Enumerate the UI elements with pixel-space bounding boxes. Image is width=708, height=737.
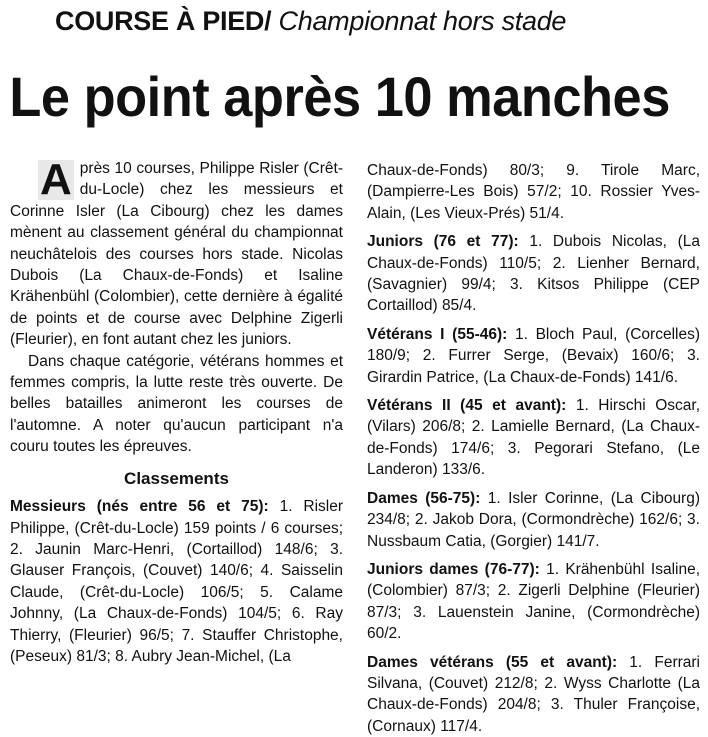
article-column-left [10,155,344,667]
category-label: Dames vétérans (55 et avant): [367,653,618,671]
category-veterans-2 [367,395,700,481]
category-results: 1. Ferrari Silvana, (Couvet) 212/8; 2. Wyss Charlotte (La Chaux-de-Fonds) 204/8; 3. Thuler Françoise, (Cornaux) 117/4. [367,653,700,735]
category-label: Juniors (76 et 77): [367,233,519,251]
category-results: 1. Dubois Nicolas, (La Chaux-de-Fonds) 110/5; 2. Lienher Bernard, (Savagnier) 99/4; 3. Kitsos Philippe (CEP Cortaillod) 85/4. [367,233,700,315]
category-label: Vétérans II (45 et avant): [367,397,567,415]
section-label: COURSE À PIED [55,6,265,36]
article-headline: Le point après 10 manches [9,65,670,128]
category-label: Juniors dames (76-77): [367,560,540,578]
intro-paragraph [10,155,343,351]
category-label: Dames (56-75): [367,489,481,507]
category-results: 1. Isler Corinne, (La Cibourg) 234/8; 2. Jakob Dora, (Cormondrèche) 162/6; 3. Nussbaum Catia, (Gorgier) 141/7. [367,489,701,550]
category-label: Vétérans I (55-46): [367,325,508,343]
section-kicker [55,6,566,37]
section-separator: / [264,6,272,36]
category-juniors-dames [367,559,700,645]
category-dames [367,488,700,552]
category-results: 1. Bloch Paul, (Corcelles) 180/9; 2. Furrer Serge, (Bevaix) 160/6; 3. Girardin Patrice, (La Chaux-de-Fonds) 141/6. [367,325,700,386]
article-column-right [367,160,700,737]
intro-text: près 10 courses, Philippe Risler (Crêt-du-Locle) chez les messieurs et Corinne Isler (La Cibourg) chez les dames mènent au classement général du championnat neuchâtelois des courses hors stade. Nicolas Dubois (La Chaux-de-Fonds) et Isaline Krähenbühl (Colombier), cette dernière à égalité de points et de course avec Delphine Zigerli (Fleurier), en font autant chez les juniors. [10,160,343,349]
classements-heading: Classements [124,468,229,488]
category-messieurs-continued: Chaux-de-Fonds) 80/3; 9. Tirole Marc, (Dampierre-Les Bois) 57/2; 10. Rossier Yves-Alain, (Les Vieux-Prés) 51/4. [367,162,700,222]
category-results-part1: 1. Risler Philippe, (Crêt-du-Locle) 159 points / 6 courses; 2. Jaunin Marc-Henri, (Cortaillod) 148/6; 3. Glauser François, (Couvet) 140/6; 4. Saisselin Claude, (Crêt-du-Locle) 106/5; 5. Calame Johnny, (La Chaux-de-Fonds) 104/5; 6. Ray Thierry, (Fleurier) 96/5; 7. Stauffer Christophe, (Peseux) 81/3; 8. Aubry Jean-Michel, (La [10,498,344,665]
category-results: 1. Krähenbühl Isaline, (Colombier) 87/3; 2. Zigerli Delphine (Fleurier) 87/3; 3. Lauenstein Janine, (Cormondrèche) 60/2. [367,560,700,643]
drop-cap: A [40,155,72,204]
subsection-label: Championnat hors stade [278,6,567,36]
category-juniors [367,231,700,317]
category-messieurs [10,496,343,667]
category-veterans-1 [367,324,700,388]
second-paragraph: Dans chaque catégorie, vétérans hommes et femmes compris, la lutte reste très ouverte. De belles batailles animeront les courses de l'automne. A noter qu'aucun participant n'a couru toutes les épreuves. [10,352,343,456]
category-label: Messieurs (nés entre 56 et 75): [10,498,269,516]
category-dames-veterans [367,652,700,737]
category-results: 1. Hirschi Oscar, (Vilars) 206/8; 2. Lamielle Bernard, (La Chaux-de-Fonds) 174/6; 3. Pegorari Stefano, (Le Landeron) 133/6. [367,397,700,479]
